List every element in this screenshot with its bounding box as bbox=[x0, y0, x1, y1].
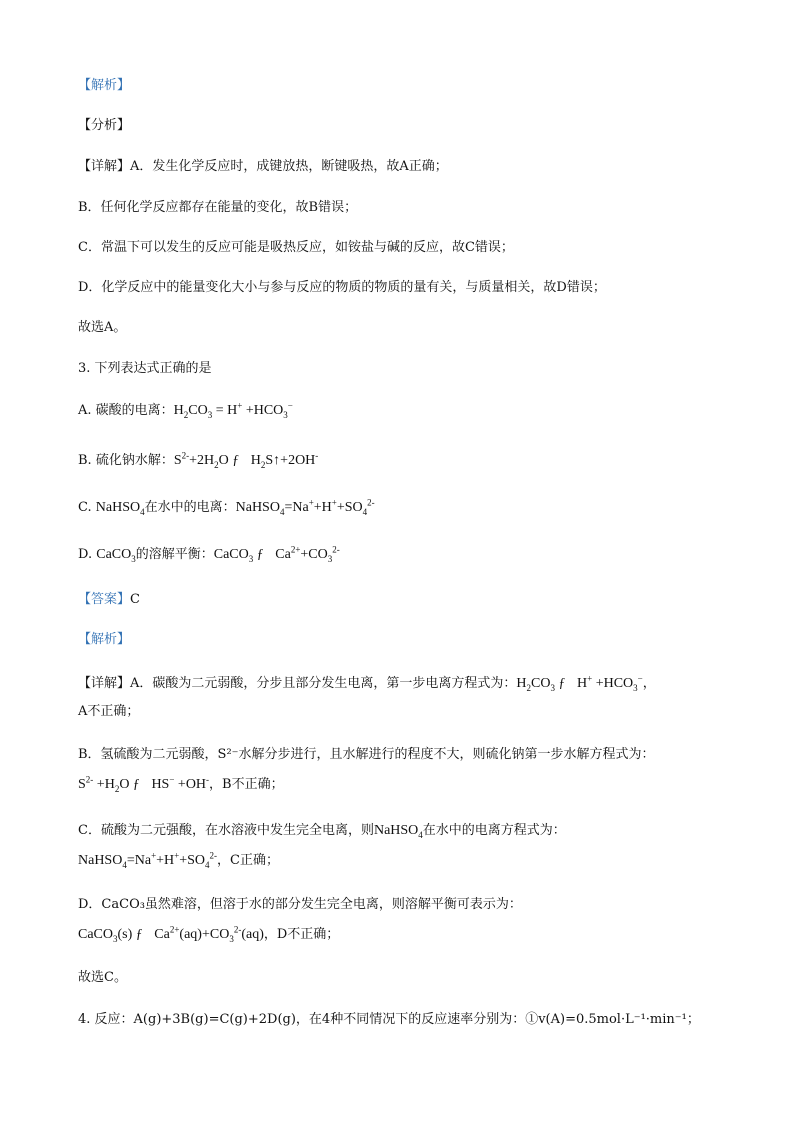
jiexi-heading: 【解析】 bbox=[78, 78, 131, 93]
q3-detail-b-line1: B．氢硫酸为二元弱酸，S²⁻水解分步进行，且水解进行的程度不大，则硫化钠第一步水解方程式为： bbox=[78, 747, 655, 762]
q3-detail-a-line2: A不正确； bbox=[78, 704, 140, 719]
equation: $H_2CO_3 = H^+ +HCO_3^-$ bbox=[173, 400, 293, 420]
q2-detail-c: C．常温下可以发生的反应可能是吸热反应，如铵盐与碱的反应，故C错误； bbox=[78, 240, 514, 255]
q4-stem: 4. 反应：A(g)+3B(g)=C(g)+2D(g)，在4种不同情况下的反应速率分别为：①v(A)=0.5mol·L⁻¹·min⁻¹； bbox=[78, 1012, 700, 1027]
equation: $S^{2-}+2H_2O$ ƒ $H_2S↑+2OH^-$ bbox=[173, 450, 319, 470]
answer-tag: 【答案】 bbox=[78, 592, 131, 607]
q2-detail-b: B．任何化学反应都存在能量的变化，故B错误； bbox=[78, 200, 358, 215]
equation: $H_2CO_3$ ƒ $H^+ +HCO_3^-$ bbox=[516, 673, 643, 693]
q3-stem: 3. 下列表达式正确的是 bbox=[78, 361, 212, 376]
q3-detail-d-line2: CaCO$_3$(s) ƒ $Ca^{2+}(aq)+CO_3^{2-}(aq)$，D不正确； bbox=[78, 924, 340, 944]
q3-option-d: D. CaCO$_3$的溶解平衡：CaCO$_3$ ƒ $Ca^{2+}+CO_3^{2-}$ bbox=[78, 544, 340, 564]
q3-option-c: C. NaHSO$_4$在水中的电离：$NaHSO_4=Na^++H^++SO_4^{2-}$ bbox=[78, 497, 375, 517]
q3-jiexi-heading: 【解析】 bbox=[78, 632, 131, 647]
q3-option-b: B. 硫化钠水解：$S^{2-}+2H_2O$ ƒ $H_2S↑+2OH^-$ bbox=[78, 450, 319, 470]
q3-detail-b-line2: $S^{2-} +H_2O$ ƒ HS− +OH-，B不正确； bbox=[78, 774, 284, 794]
q3-answer: 【答案】C bbox=[78, 592, 140, 607]
q3-conclusion: 故选C。 bbox=[78, 970, 127, 985]
q3-option-a: A. 碳酸的电离：$H_2CO_3 = H^+ +HCO_3^-$ bbox=[78, 400, 293, 420]
q3-detail-c-line2: $NaHSO_4=Na^++H^++SO_4^{2-}$，C正确； bbox=[78, 850, 279, 870]
fenxi-heading: 【分析】 bbox=[78, 118, 131, 133]
equation: CaCO$_3$ ƒ $Ca^{2+}+CO_3^{2-}$ bbox=[213, 544, 340, 564]
equation: $NaHSO_4=Na^++H^++SO_4^{2-}$ bbox=[235, 497, 375, 517]
q3-detail-d-line1: D．CaCO₃虽然难溶，但溶于水的部分发生完全电离，则溶解平衡可表示为： bbox=[78, 897, 522, 912]
q2-detail-a: 【详解】A．发生化学反应时，成键放热，断键吸热，故A正确； bbox=[78, 159, 448, 174]
equation: $NaHSO_4=Na^++H^++SO_4^{2-}$ bbox=[78, 850, 218, 870]
detail-tag: 【详解】 bbox=[78, 159, 131, 174]
q3-detail-c-line1: C．硫酸为二元强酸，在水溶液中发生完全电离，则NaHSO$_4$在水中的电离方程式为： bbox=[78, 823, 566, 840]
q3-detail-a-line1: 【详解】A．碳酸为二元弱酸，分步且部分发生电离，第一步电离方程式为：$H_2CO_3$ ƒ $H^+ +HCO_3^-$， bbox=[78, 673, 656, 693]
equation: $S^{2-} +H_2O$ ƒ HS− +OH- bbox=[78, 774, 210, 794]
q2-conclusion: 故选A。 bbox=[78, 320, 127, 335]
q2-detail-d: D．化学反应中的能量变化大小与参与反应的物质的物质的量有关，与质量相关，故D错误； bbox=[78, 280, 606, 295]
equation: CaCO$_3$(s) ƒ $Ca^{2+}(aq)+CO_3^{2-}(aq)$ bbox=[78, 924, 264, 944]
